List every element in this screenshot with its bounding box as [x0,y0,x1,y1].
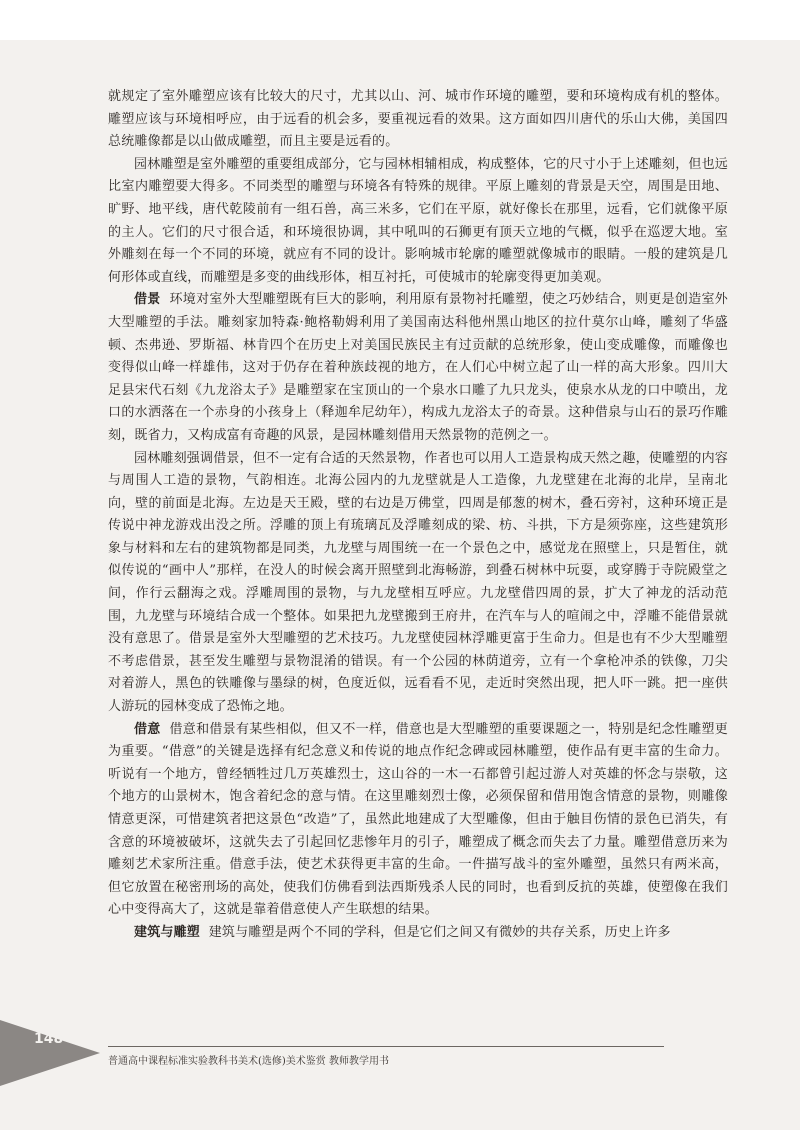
paragraph-text: 园林雕塑是室外雕塑的重要组成部分，它与园林相辅相成，构成整体，它的尺寸小于上述雕刻，但也远比室内雕塑要大得多。不同类型的雕塑与环境各有特殊的规律。平原上雕刻的背景是天空，周围是田地、旷野、地平线，唐代乾陵前有一组石兽，高三米多，它们在平原，就好像长在那里，远看，它们就像平原的主人。它们的尺寸很合适，和环境很协调，其中吼叫的石狮更有顶天立地的气概，似乎在巡逻大地。室外雕刻在每一个不同的环境，就应有不同的设计。影响城市轮廓的雕塑就像城市的眼睛。一般的建筑是几何形体或直线，而雕塑是多变的曲线形体，相互衬托，可使城市的轮廓变得更加美观。 [108,156,729,285]
paragraph-2 [108,154,728,290]
paragraph-text: 园林雕刻强调借景，但不一定有合适的天然景物，作者也可以用人工造景构成天然之趣，使雕塑的内容与周围人工造的景物，气韵相连。北海公园内的九龙壁就是人工造像，九龙壁建在北海的北岸，呈南北向，壁的前面是北海。左边是天王殿，壁的右边是万佛堂，四周是郁葱的树木，叠石旁衬，这种环境正是传说中神龙游戏出没之所。浮雕的顶上有琉璃瓦及浮雕刻成的梁、枋、斗拱，下方是须弥座，这些建筑形象与材料和左右的建筑物都是同类，九龙壁与周围统一在一个景色之中，感觉龙在照壁上，只是暂住，就似传说的“画中人”那样，在没人的时候会离开照壁到北海畅游，到叠石树林中玩耍，或穿腾于寺院殿堂之间，作行云翻海之戏。浮雕周围的景物，与九龙壁相互呼应。九龙壁借四周的景，扩大了神龙的活动范围，九龙壁与环境结合成一个整体。如果把九龙壁搬到王府井，在汽车与人的喧闹之中，浮雕不能借景就没有意思了。借景是室外大型雕塑的艺术技巧。九龙壁使园林浮雕更富于生命力。但是也有不少大型雕塑不考虑借景，甚至发生雕塑与景物混淆的错误。有一个公园的林荫道旁，立有一个拿枪冲杀的铁像，刀尖对着游人，黑色的铁雕像与墨绿的树，色度近似，远看看不见，走近时突然出现，把人吓一跳。把一座供人游玩的园林变成了恐怖之地。 [108,450,729,715]
footer-book-title: 普通高中课程标准实验教科书美术(选修)美术鉴赏 教师教学用书 [108,1056,389,1067]
paragraph-text: 建筑与雕塑是两个不同的学科，但是它们之间又有微妙的共存关系，历史上许多 [208,924,671,940]
page-corner-marker [0,1020,100,1086]
section-label-borrowing-scenery: 借景 [134,292,161,308]
paragraph-4 [108,448,728,719]
paragraph-text: 就规定了室外雕塑应该有比较大的尺寸，尤其以山、河、城市作环境的雕塑，要和环境构成有机的整体。雕塑应该与环境相呼应，由于远看的机会多，要重视远看的效果。这方面如四川唐代的乐山大佛，美国四总统雕像都是以山做成雕塑，而且主要是远看的。 [108,89,728,150]
paragraph-architecture-sculpture [108,922,728,945]
section-label-architecture-sculpture: 建筑与雕塑 [134,924,201,940]
paragraph-text: 环境对室外大型雕塑既有巨大的影响，利用原有景物衬托雕塑，使之巧妙结合，则更是创造室外大型雕塑的手法。雕刻家加特森·鲍格勒姆利用了美国南达科他州黑山地区的拉什莫尔山峰，雕刻了华盛顿、杰弗逊、罗斯福、林肯四个在历史上对美国民族民主有过贡献的总统形象，使山变成雕像，而雕像也变得似山峰一样雄伟，这对于仍存在着种族歧视的地方，在人们心中树立起了山一样的高大形象。四川大足县宋代石刻《九龙浴太子》是雕塑家在宝顶山的一个泉水口雕了九只龙头，使泉水从龙的口中喷出，龙口的水洒落在一个赤身的小孩身上（释迦牟尼幼年），构成九龙浴太子的奇景。这种借泉与山石的景巧作雕刻，既省力，又构成富有奇趣的风景，是园林雕刻借用天然景物的范例之一。 [108,292,728,443]
paragraph-borrowing-meaning [108,719,728,922]
body-text [108,86,728,945]
paragraph-borrowing-scenery [108,289,728,447]
page-number: 148 [34,1031,64,1047]
section-label-borrowing-meaning: 借意 [134,721,161,737]
footer-divider [108,1046,664,1047]
paragraph-text: 借意和借景有某些相似，但又不一样，借意也是大型雕塑的重要课题之一，特别是纪念性雕塑更为重要。“借意”的关键是选择有纪念意义和传说的地点作纪念碑或园林雕塑，使作品有更丰富的生命力。听说有一个地方，曾经牺牲过几万英雄烈士，这山谷的一木一石都曾引起过游人对英雄的怀念与崇敬，这个地方的山景树木，饱含着纪念的意与情。在这里雕刻烈士像，必须保留和借用饱含情意的景物，则雕像情意更深，可惜建筑者把这景色“改造”了，虽然此地建成了大型雕像，但由于触目伤情的景色已消失，有含意的环境被破坏，这就失去了引起回忆悲惨年月的引子，雕塑成了概念而失去了力量。雕塑借意历来为雕刻艺术家所注重。借意手法，使艺术获得更丰富的生命。一件描写战斗的室外雕塑，虽然只有两米高，但它放置在秘密刑场的高处，使我们仿佛看到法西斯残杀人民的同时，也看到反抗的英雄，使塑像在我们心中变得高大了，这就是靠着借意使人产生联想的结果。 [108,721,728,918]
paragraph-1 [108,86,728,154]
